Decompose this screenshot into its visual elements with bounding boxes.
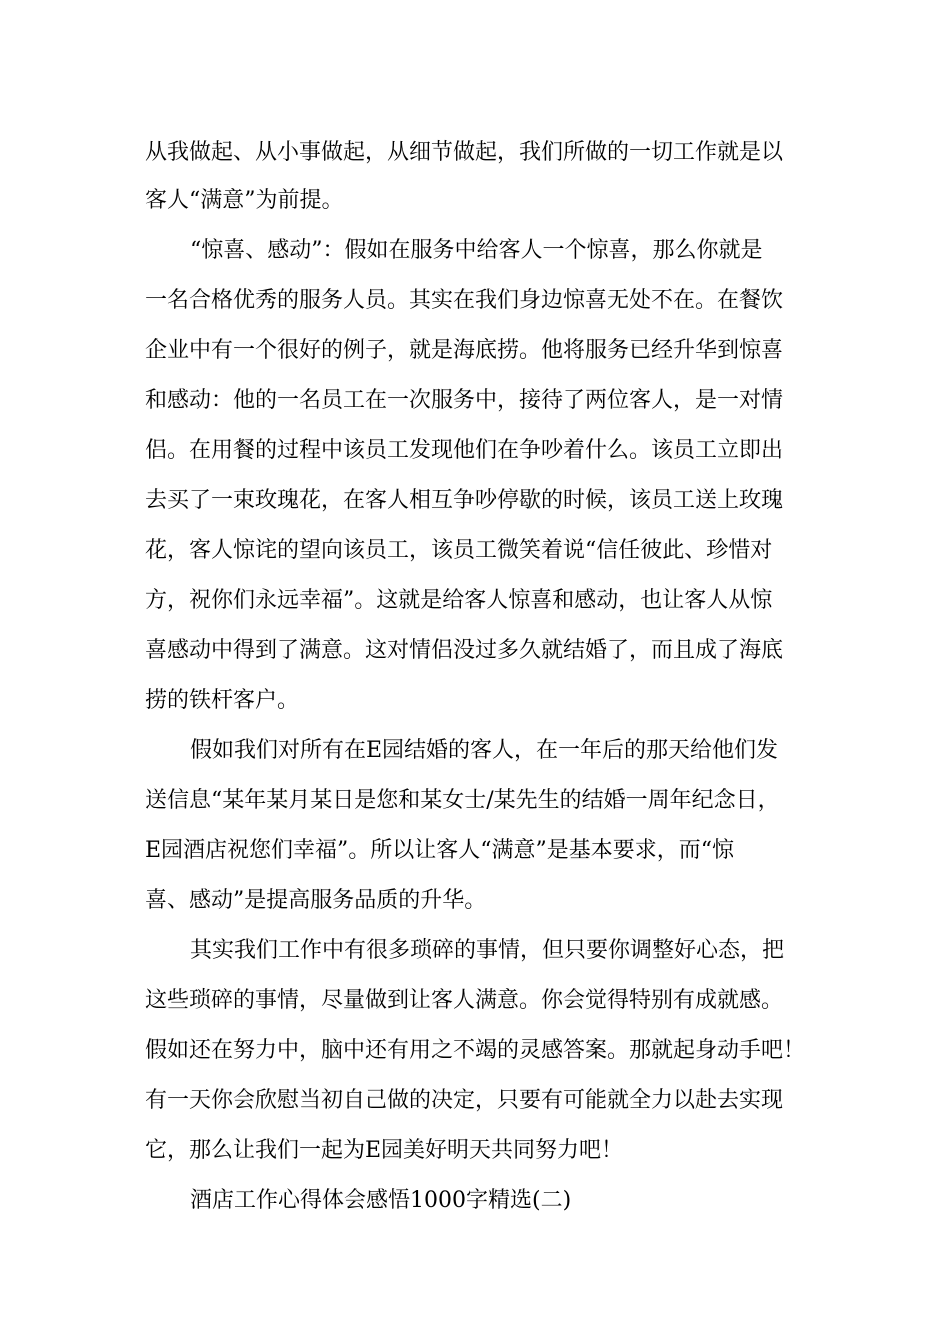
text-line: 这些琐碎的事情，尽量做到让客人满意。你会觉得特别有成就感。	[145, 988, 784, 1013]
text-line: 喜感动中得到了满意。这对情侣没过多久就结婚了，而且成了海底	[145, 638, 784, 663]
section-heading: 酒店工作心得体会感悟1000字精选(二)	[190, 1188, 572, 1213]
text-line: 去买了一束玫瑰花，在客人相互争吵停歇的时候，该员工送上玫瑰	[145, 488, 784, 513]
text-line: 客人“满意”为前提。	[145, 188, 344, 213]
text-line: 它，那么让我们一起为E园美好明天共同努力吧！	[145, 1138, 624, 1163]
text-line: 喜、感动”是提高服务品质的升华。	[145, 888, 487, 913]
text-line: 方，祝你们永远幸福”。这就是给客人惊喜和感动，也让客人从惊	[145, 588, 773, 613]
text-line: 侣。在用餐的过程中该员工发现他们在争吵着什么。该员工立即出	[145, 438, 784, 463]
text-line: 花，客人惊诧的望向该员工，该员工微笑着说“信任彼此、珍惜对	[145, 538, 773, 563]
text-line: 和感动：他的一名员工在一次服务中，接待了两位客人，是一对情	[145, 388, 784, 413]
text-line: 捞的铁杆客户。	[145, 688, 300, 713]
text-line: 有一天你会欣慰当初自己做的决定，只要有可能就全力以赴去实现	[145, 1088, 784, 1113]
text-line: E园酒店祝您们幸福”。所以让客人“满意”是基本要求，而“惊	[145, 838, 735, 863]
text-line: 一名合格优秀的服务人员。其实在我们身边惊喜无处不在。在餐饮	[145, 288, 784, 313]
text-line: 从我做起、从小事做起，从细节做起，我们所做的一切工作就是以	[145, 140, 784, 165]
text-line: 其实我们工作中有很多琐碎的事情，但只要你调整好心态，把	[190, 938, 785, 963]
text-line: 企业中有一个很好的例子，就是海底捞。他将服务已经升华到惊喜	[145, 338, 784, 363]
text-line: 送信息“某年某月某日是您和某女士/某先生的结婚一周年纪念日，	[145, 788, 780, 813]
text-line: “惊喜、感动”：假如在服务中给客人一个惊喜，那么你就是	[190, 238, 763, 263]
text-line: 假如还在努力中，脑中还有用之不竭的灵感答案。那就起身动手吧！	[145, 1038, 806, 1063]
text-line: 假如我们对所有在E园结婚的客人，在一年后的那天给他们发	[190, 738, 779, 763]
